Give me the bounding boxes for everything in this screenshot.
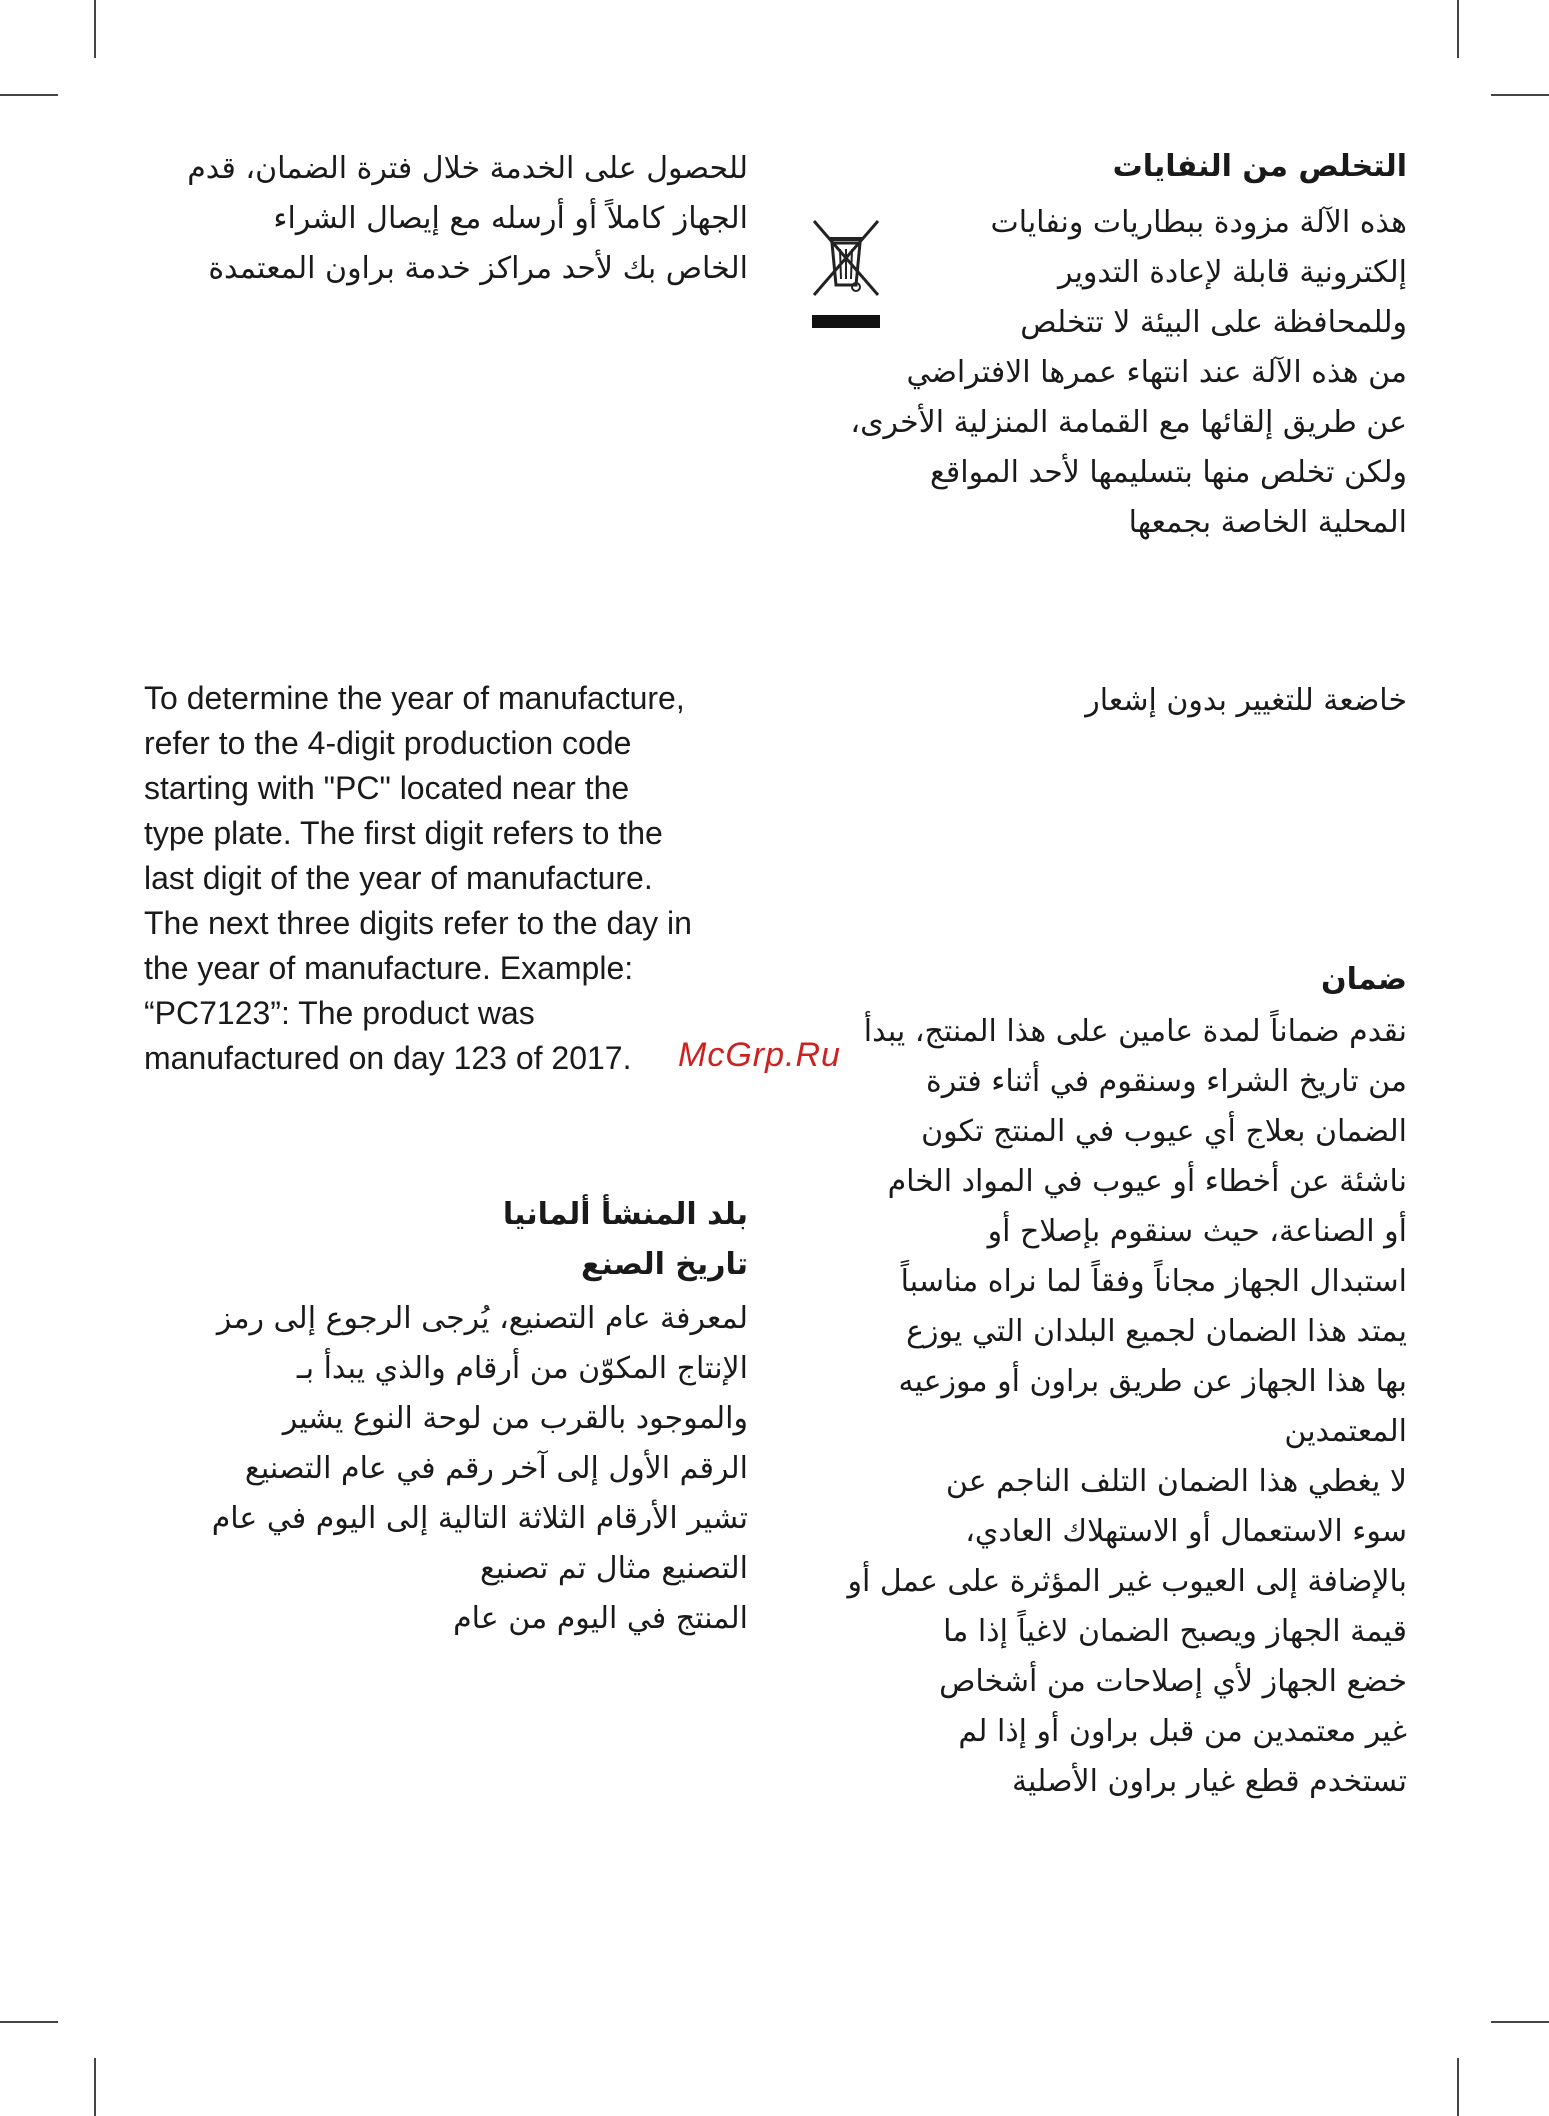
warranty-section — [848, 955, 1407, 1807]
warranty-line: يمتد هذا الضمان لجميع البلدان التي يوزع — [906, 1314, 1407, 1349]
notice-text: خاضعة للتغيير بدون إشعار — [1085, 683, 1407, 718]
origin-line: تشير الأرقام الثلاثة التالية إلى اليوم في عام — [211, 1501, 748, 1536]
subject-to-change-notice — [1085, 676, 1407, 726]
origin-line: والموجود بالقرب من لوحة النوع يشير — [282, 1401, 748, 1436]
service-line: للحصول على الخدمة خلال فترة الضمان، قدم — [187, 151, 748, 186]
origin-line: الرقم الأول إلى آخر رقم في عام التصنيع — [244, 1451, 748, 1486]
disposal-line: المحلية الخاصة بجمعها — [1128, 505, 1407, 540]
origin-line: التصنيع مثال تم تصنيع — [479, 1551, 748, 1586]
warranty-line: أو الصناعة، حيث سنقوم بإصلاح أو — [987, 1214, 1407, 1249]
warranty-line: خضع الجهاز لأي إصلاحات من أشخاص — [939, 1664, 1407, 1699]
origin-section — [212, 1190, 748, 1644]
service-line: الجهاز كاملاً أو أرسله مع إيصال الشراء — [273, 201, 748, 236]
english-line: starting with "PC" located near the — [144, 770, 630, 806]
crop-mark-bottom-right — [1457, 2058, 1459, 2116]
disposal-section — [850, 142, 1407, 548]
disposal-line: إلكترونية قابلة لإعادة التدوير — [1058, 255, 1407, 290]
crop-mark-left-top — [0, 94, 58, 96]
origin-line: المنتج في اليوم من عام — [453, 1601, 748, 1636]
warranty-heading: ضمان — [1321, 962, 1407, 997]
warranty-line: استبدال الجهاز مجاناً وفقاً لما نراه مناسباً — [900, 1264, 1407, 1299]
manufacture-date-heading: تاريخ الصنع — [581, 1247, 748, 1282]
disposal-line: من هذه الآلة عند انتهاء عمرها الافتراضي — [906, 355, 1407, 390]
english-line: refer to the 4-digit production code — [144, 725, 632, 761]
warranty-line: المعتمدين — [1284, 1414, 1407, 1449]
disposal-heading: التخلص من النفايات — [1112, 149, 1407, 184]
disposal-line: هذه الآلة مزودة ببطاريات ونفايات — [990, 205, 1407, 240]
warranty-line: الضمان بعلاج أي عيوب في المنتج تكون — [921, 1114, 1407, 1149]
english-line: the year of manufacture. Example: — [144, 950, 634, 986]
service-line: الخاص بك لأحد مراكز خدمة براون المعتمدة — [208, 251, 748, 286]
crop-mark-top-left — [94, 0, 96, 58]
warranty-line: قيمة الجهاز ويصبح الضمان لاغياً إذا ما — [943, 1614, 1407, 1649]
origin-line: الإنتاج المكوّن من أرقام والذي يبدأ بـ — [296, 1351, 748, 1386]
warranty-line: غير معتمدين من قبل براون أو إذا لم — [958, 1714, 1407, 1749]
crop-mark-right-top — [1491, 94, 1549, 96]
warranty-line: بالإضافة إلى العيوب غير المؤثرة على عمل أو — [847, 1564, 1407, 1599]
warranty-line: نقدم ضماناً لمدة عامين على هذا المنتج، يبدأ — [863, 1014, 1407, 1049]
english-line: type plate. The first digit refers to the — [144, 815, 663, 851]
crop-mark-right-bottom — [1491, 2021, 1549, 2023]
crop-mark-top-right — [1457, 0, 1459, 58]
manufacture-year-english — [144, 676, 692, 1081]
disposal-line: عن طريق إلقائها مع القمامة المنزلية الأخرى، — [850, 405, 1407, 440]
english-line: The next three digits refer to the day in — [144, 905, 692, 941]
english-line: last digit of the year of manufacture. — [144, 860, 653, 896]
disposal-line: ولكن تخلص منها بتسليمها لأحد المواقع — [929, 455, 1407, 490]
crop-mark-bottom-left — [94, 2058, 96, 2116]
service-section — [187, 144, 748, 294]
warranty-line: من تاريخ الشراء وسنقوم في أثناء فترة — [926, 1064, 1407, 1099]
crossed-out-wheelie-bin-icon — [808, 215, 884, 330]
crop-mark-left-bottom — [0, 2021, 58, 2023]
warranty-line: تستخدم قطع غيار براون الأصلية — [1011, 1764, 1407, 1799]
warranty-line: سوء الاستعمال أو الاستهلاك العادي، — [965, 1514, 1407, 1549]
watermark: McGrp.Ru — [678, 1036, 841, 1074]
english-line: “PC7123”: The product was — [144, 995, 535, 1031]
warranty-line: بها هذا الجهاز عن طريق براون أو موزعيه — [898, 1364, 1407, 1399]
english-line: manufactured on day 123 of 2017. — [144, 1040, 632, 1076]
origin-line: لمعرفة عام التصنيع، يُرجى الرجوع إلى رمز — [216, 1301, 748, 1336]
warranty-line: لا يغطي هذا الضمان التلف الناجم عن — [945, 1464, 1407, 1499]
disposal-line: وللمحافظة على البيئة لا تتخلص — [1020, 305, 1407, 340]
country-of-origin-heading: بلد المنشأ ألمانيا — [502, 1197, 748, 1232]
warranty-line: ناشئة عن أخطاء أو عيوب في المواد الخام — [887, 1164, 1407, 1199]
english-line: To determine the year of manufacture, — [144, 680, 685, 716]
